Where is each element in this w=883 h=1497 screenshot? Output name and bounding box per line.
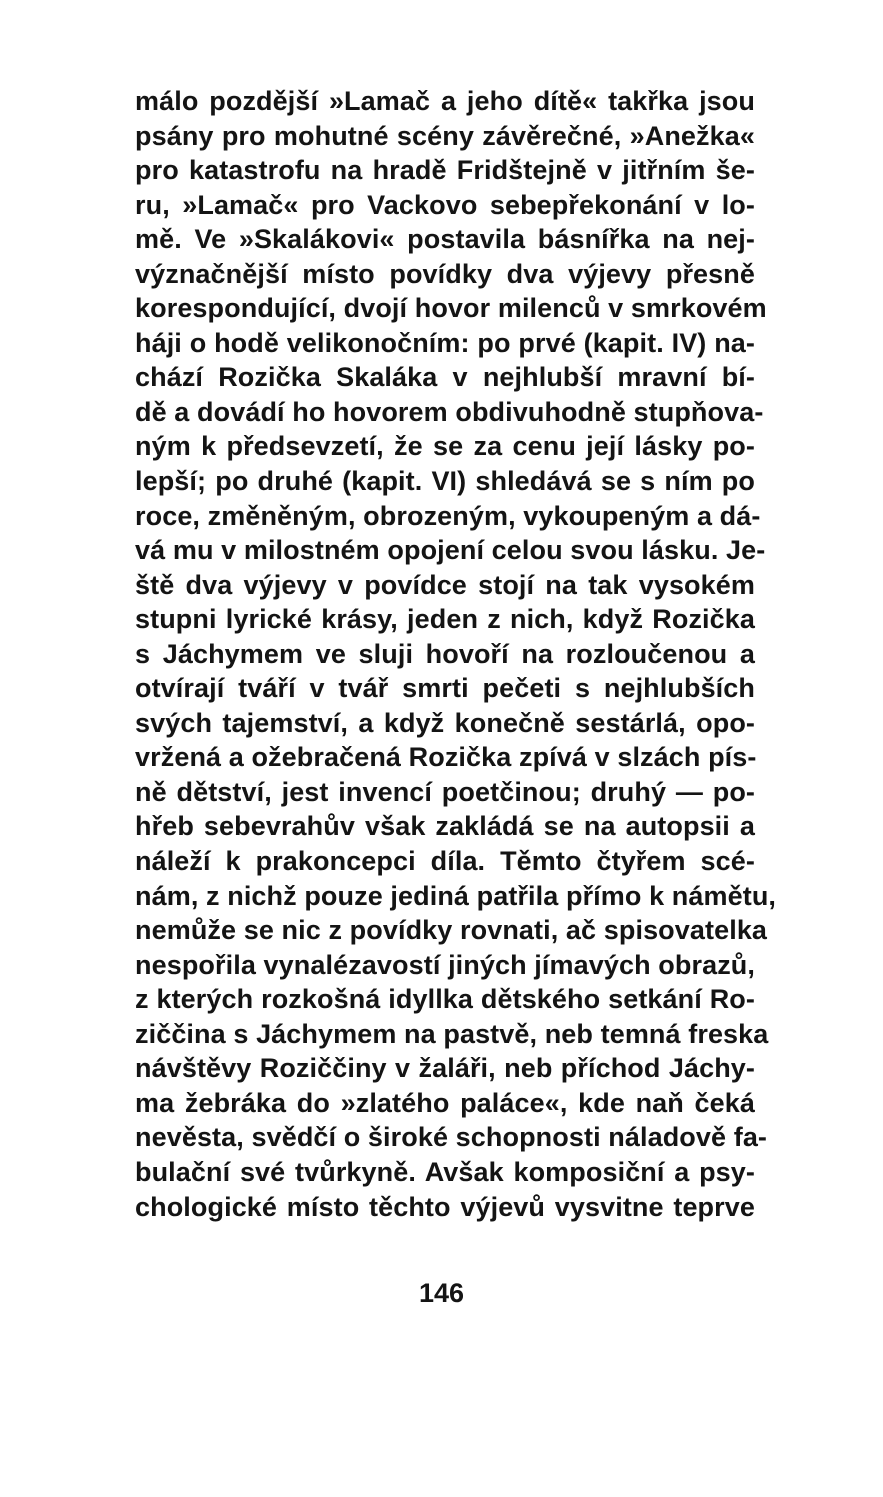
text-line: stupni lyrické krásy, jeden z nich, když Rozička (135, 604, 755, 635)
text-line: roce, změněným, obrozeným, vykoupeným a dá- (135, 500, 761, 531)
text-line: z kterých rozkošná idyllka dětského setkání Ro- (135, 984, 755, 1015)
body-text (135, 84, 777, 1224)
text-line: pro katastrofu na hradě Fridštejně v jitřním še- (135, 155, 755, 186)
text-line: ně dětství, jest invencí poetčinou; druhý — po- (135, 776, 755, 807)
text-line: dě a dovádí ho hovorem obdivuhodně stupňova- (135, 396, 764, 427)
text-line: význačnější místo povídky dva výjevy přesně (135, 258, 755, 289)
text-line: chází Rozička Skaláka v nejhlubší mravní bí- (135, 362, 755, 393)
text-line: vržená a ožebračená Rozička zpívá v slzách pís- (135, 742, 757, 773)
text-line: vá mu v milostném opojení celou svou lásku. Je- (135, 535, 766, 566)
text-line: nám, z nichž pouze jediná patřila přímo k námětu, (135, 880, 777, 911)
text-line: nespořila vynalézavostí jiných jímavých obrazů, (135, 949, 755, 980)
text-line: ru, »Lamač« pro Vackovo sebepřekonání v lo- (135, 189, 755, 220)
text-line: psány pro mohutné scény závěrečné, »Anežka« (135, 120, 755, 151)
page-number: 146 (418, 1278, 465, 1308)
text-line: lepší; po druhé (kapit. VI) shledává se s ním po (135, 466, 755, 497)
text-line: hřeb sebevrahův však zakládá se na autopsii a (135, 811, 755, 842)
text-line: ným k předsevzetí, že se za cenu její lásky po- (135, 431, 755, 462)
text-line: háji o hodě velikonočním: po prvé (kapit. IV) na- (135, 327, 755, 358)
text-line: málo pozdější »Lamač a jeho dítě« takřka jsou (135, 86, 755, 116)
text-line: nevěsta, svědčí o široké schopnosti náladově fa- (135, 1122, 768, 1153)
text-line: s Jáchymem ve sluji hovoří na rozloučenou a (135, 638, 755, 669)
text-line: bulační své tvůrkyně. Avšak komposiční a psy- (135, 1156, 755, 1187)
text-line: korespondující, dvojí hovor milenců v smrkovém (135, 293, 767, 324)
text-line: svých tajemství, a když konečně sestárlá, opo- (135, 707, 755, 738)
text-line: návštěvy Roziččiny v žaláři, neb příchod Jáchy- (135, 1053, 755, 1084)
text-line: ště dva výjevy v povídce stojí na tak vysokém (135, 569, 755, 600)
text-line: nemůže se nic z povídky rovnati, ač spisovatelka (135, 915, 768, 946)
text-line: ziččina s Jáchymem na pastvě, neb temná freska (135, 1018, 769, 1049)
text-line: ma žebráka do »zlatého paláce«, kde naň čeká (135, 1087, 755, 1118)
text-line: náleží k prakoncepci díla. Těmto čtyřem scé- (135, 846, 755, 877)
text-line: chologické místo těchto výjevů vysvitne teprve (135, 1191, 755, 1222)
text-line: otvírají tváří v tvář smrti pečeti s nejhlubších (135, 673, 755, 704)
text-line: mě. Ve »Skalákovi« postavila básnířka na nej- (135, 224, 755, 255)
